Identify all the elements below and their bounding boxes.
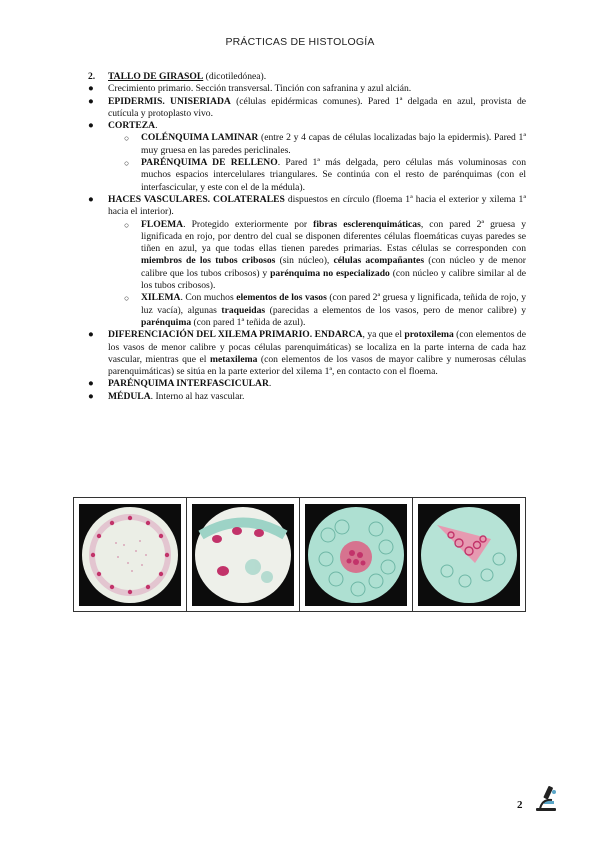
circle-bullet: ○ <box>124 133 130 144</box>
sub-list-item <box>124 292 526 329</box>
bold-term: elementos de los vasos <box>236 292 327 304</box>
section-number: 2. <box>88 71 96 82</box>
disc-bullet: ● <box>88 83 94 95</box>
bold-term: COLÉNQUIMA LAMINAR <box>141 132 259 144</box>
sub-list-item <box>124 132 526 157</box>
gallery-cell <box>413 498 525 611</box>
text-run: . Protegido exteriormente por <box>183 218 314 230</box>
text-run: dispuestos en círculo (floema 1ª hacia el exterior y xilema 1ª hacia el interior). <box>108 193 527 218</box>
page-number: 2 <box>517 799 523 811</box>
circle-bullet: ○ <box>124 219 130 230</box>
text-run: (con elementos de los vasos de mayor calibre y numerosas células parenquimáticas) se sitúa en la parte exterior del xilema 1ª, en contacto con el floema. <box>108 353 526 378</box>
bold-term: PARÉNQUIMA DE RELLENO <box>141 157 278 169</box>
bold-term: PARÉNQUIMA INTERFASCICULAR <box>108 378 269 390</box>
section-title-suffix: (dicotiledónea). <box>203 71 267 82</box>
bold-term: DIFERENCIACIÓN DEL XILEMA PRIMARIO. ENDARCA <box>108 329 363 341</box>
list-item <box>88 378 526 390</box>
bold-term: células acompañantes <box>333 255 425 267</box>
bold-term: EPIDERMIS. UNISERIADA <box>108 95 231 107</box>
disc-bullet: ● <box>88 329 94 341</box>
bold-term: parénquima <box>141 316 192 328</box>
bullet-list <box>88 83 526 403</box>
text-run: (células epidérmicas comunes). Pared 1ª delgada en azul, provista de cutícula y protoplasto vivo. <box>108 95 526 119</box>
sub-list-item <box>124 219 526 293</box>
list-item <box>88 96 526 121</box>
text-run: . Pared 1ª más delgada, pero células más voluminosas con muchos espacios intercelulares triangulares. Se continúa con el resto de parénquimas (con el interfascicular, y este con el de la médula). <box>141 157 526 193</box>
gallery-cell <box>187 498 300 611</box>
micrograph-vascular-ring <box>192 504 294 606</box>
text-run: (con elementos de los vasos de menor calibre y pocas células parenquimáticas) se localiza en la parte interna de cada haz vascular, mientras que el <box>108 329 526 365</box>
bold-term: MÉDULA <box>108 390 151 402</box>
bold-term: traqueidas <box>221 304 266 316</box>
bold-term: miembros de los tubos cribosos <box>141 255 276 267</box>
text-run: . Interno al haz vascular. <box>150 390 245 402</box>
text-run: (con pared 1ª teñida de azul). <box>191 316 306 328</box>
micrograph-gallery <box>73 497 526 612</box>
bold-term: XILEMA <box>141 292 181 304</box>
disc-bullet: ● <box>88 390 94 402</box>
micrograph-xylem-detail <box>418 504 520 606</box>
circle-bullet: ○ <box>124 158 130 169</box>
disc-bullet: ● <box>88 193 94 205</box>
disc-bullet: ● <box>88 378 94 390</box>
bold-term: fibras esclerenquimáticas <box>313 218 421 230</box>
gallery-cell <box>300 498 413 611</box>
section-title: TALLO DE GIRASOL <box>108 71 204 82</box>
circle-bullet: ○ <box>124 293 130 304</box>
bold-term: HACES VASCULARES. COLATERALES <box>108 193 285 205</box>
list-item <box>88 120 526 132</box>
micrograph-whole-section <box>79 504 181 606</box>
text-run: (con núcleo y de menor calibre que los tubos cribosos) y <box>141 255 526 279</box>
text-run: (con pared 2ª gruesa y lignificada, teñida de rojo, y luz vacía), algunas <box>141 292 526 316</box>
bold-term: metaxilema <box>209 353 258 365</box>
text-run: , ya que el <box>362 329 405 341</box>
bold-term: CORTEZA <box>108 120 156 132</box>
list-item <box>88 194 526 219</box>
text-run: (parecidas a elementos de los vasos, pero de menor calibre) y <box>265 304 526 316</box>
text-run: (entre 2 y 4 capas de células localizadas bajo la epidermis). Pared 1ª muy gruesa en las paredes periclinales. <box>141 132 527 156</box>
bold-term: protoxilema <box>404 329 454 341</box>
text-run: . <box>268 378 272 390</box>
disc-bullet: ● <box>88 95 94 107</box>
disc-bullet: ● <box>88 120 94 132</box>
text-run: , con pared 2ª gruesa y lignificada en rojo, por dentro del cual se disponen diferentes células floemáticas cuyas paredes se tiñen en azul, ya que todas ellas tienen paredes primarias. Estas células se corresponden con <box>141 218 527 255</box>
bold-term: FLOEMA <box>141 218 184 230</box>
gallery-cell <box>74 498 187 611</box>
list-item <box>88 329 526 378</box>
text-run: (con núcleo y calibre similar al de los tubos cribosos). <box>141 267 527 292</box>
document-body <box>88 71 526 403</box>
text-run: . Con muchos <box>180 292 237 304</box>
page-header: PRÁCTICAS DE HISTOLOGÍA <box>225 36 375 48</box>
section-heading <box>88 71 526 83</box>
microscope-icon <box>532 783 562 818</box>
list-item <box>88 83 526 95</box>
micrograph-vascular-bundle <box>305 504 407 606</box>
bold-term: parénquima no especializado <box>270 267 390 279</box>
text-run: . <box>155 120 158 132</box>
list-item <box>88 391 526 403</box>
sub-list-item <box>124 157 526 194</box>
text-run: Crecimiento primario. Sección transversal. Tinción con safranina y azul alcián. <box>108 83 412 95</box>
text-run: (sin núcleo), <box>275 255 334 267</box>
